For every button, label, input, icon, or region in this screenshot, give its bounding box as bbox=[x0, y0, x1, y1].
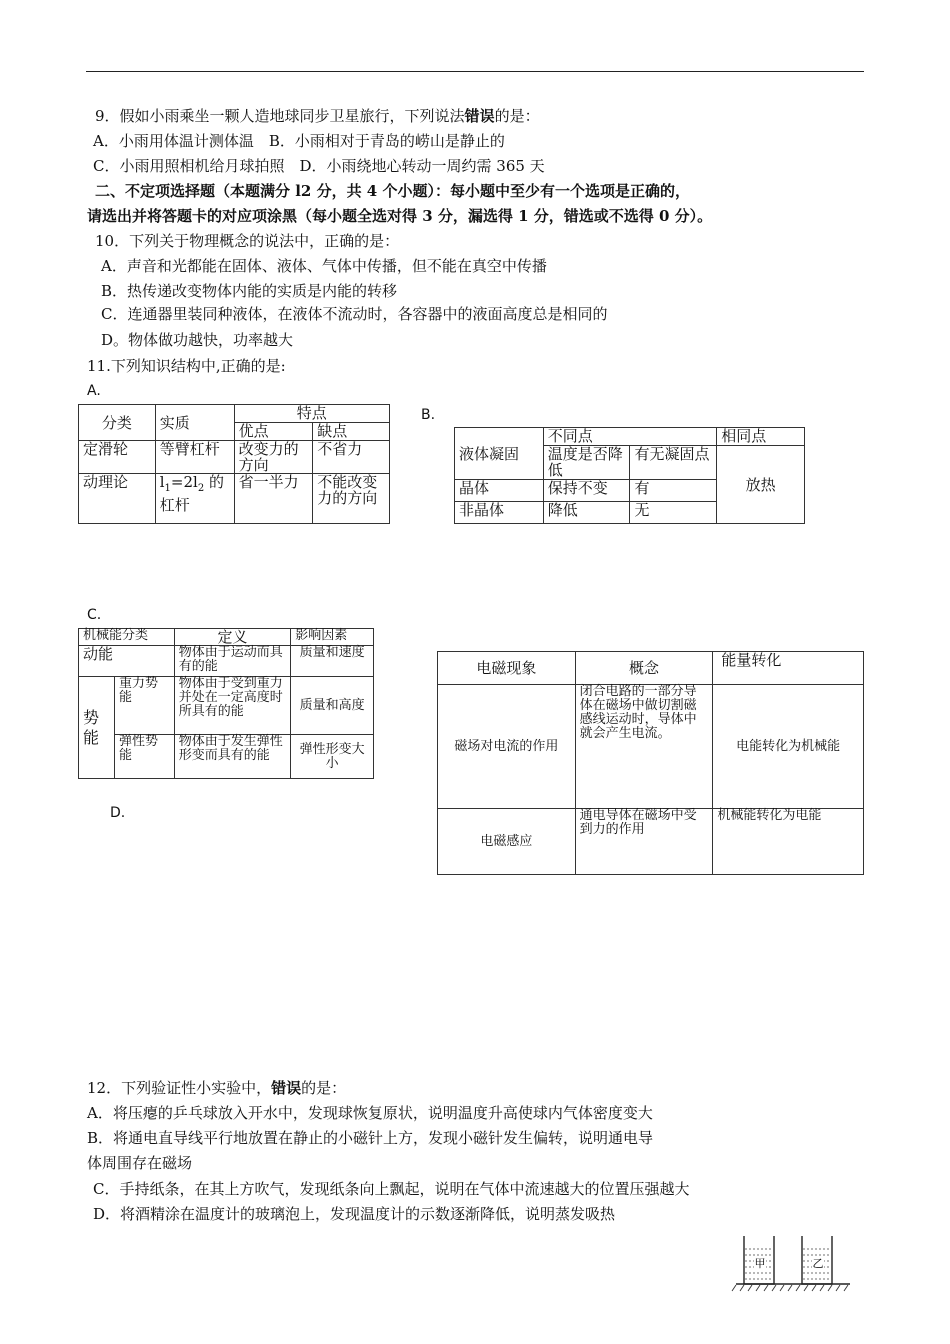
table-b-h-diff: 不同点 bbox=[543, 428, 717, 446]
table-b-h-temp: 温度是否降低 bbox=[543, 446, 630, 480]
table-b-r1-name: 晶体 bbox=[455, 480, 544, 502]
section2-line1: 二、不定项选择题（本题满分 l2 分，共 4 个小题）：每小题中至少有一个选项是正确的， bbox=[95, 182, 690, 200]
q12-stem-bold: 错误 bbox=[271, 1079, 302, 1097]
q11-label-c: C. bbox=[87, 607, 102, 623]
table-d-r1-energy: 电能转化为机械能 bbox=[713, 685, 864, 809]
q10-option-d: D。物体做功越快，功率越大 bbox=[101, 331, 294, 349]
q12-stem-end: 的是： bbox=[301, 1079, 347, 1097]
table-a-r2-essence: $l_1=2l_2$ 的杠杆 bbox=[155, 474, 234, 524]
q9-stem-end: 的是： bbox=[494, 107, 540, 125]
table-a-r1-name: 定滑轮 bbox=[79, 441, 156, 474]
q12-option-c: C．手持纸条，在其上方吹气，发现纸条向上飘起，说明在气体中流速越大的位置压强越大 bbox=[93, 1180, 690, 1198]
q12-option-a: A．将压瘪的乒乓球放入开水中，发现球恢复原状，说明温度升高使球内气体密度变大 bbox=[87, 1104, 653, 1122]
q11-label-b: B. bbox=[421, 407, 436, 423]
q11-stem: 11.下列知识结构中,正确的是: bbox=[87, 357, 286, 375]
table-c-potential: 势能 bbox=[79, 677, 115, 779]
table-a-r2-con: 不能改变力的方向 bbox=[313, 474, 390, 524]
table-a-h-essence: 实质 bbox=[155, 405, 234, 441]
table-c-elastic: 弹性势能 bbox=[114, 735, 174, 779]
q10-option-a: A．声音和光都能在固体、液体、气体中传播，但不能在真空中传播 bbox=[101, 257, 547, 275]
table-b-h-point: 有无凝固点 bbox=[630, 446, 717, 480]
table-c-elastic-def: 物体由于发生弹性形变而具有的能 bbox=[174, 735, 291, 779]
table-c-grav-def: 物体由于受到重力并处在一定高度时所具有的能 bbox=[174, 677, 291, 735]
table-a-h-con: 缺点 bbox=[313, 423, 390, 441]
q12-stem-text: 12．下列验证性小实验中， bbox=[87, 1079, 272, 1097]
q12-stem bbox=[87, 1078, 346, 1098]
table-d-h-phen: 电磁现象 bbox=[438, 652, 576, 685]
table-c-grav: 重力势能 bbox=[114, 677, 174, 735]
table-d-r2-phen: 电磁感应 bbox=[438, 809, 576, 875]
table-a bbox=[78, 404, 390, 524]
table-a-h-pro: 优点 bbox=[234, 423, 313, 441]
table-c-h-class: 机械能分类 bbox=[79, 629, 175, 646]
q11-label-d: D. bbox=[110, 805, 126, 821]
q12-option-b1: B．将通电直导线平行地放置在静止的小磁针上方，发现小磁针发生偏转，说明通电导 bbox=[87, 1129, 654, 1147]
q10-option-b: B．热传递改变物体内能的实质是内能的转移 bbox=[101, 282, 398, 300]
beaker-right-label: 乙 bbox=[812, 1257, 824, 1270]
table-c-elastic-factor: 弹性形变大小 bbox=[291, 735, 374, 779]
table-a-r2-name: 动理论 bbox=[79, 474, 156, 524]
table-c-h-def: 定义 bbox=[174, 629, 291, 646]
q9-stem-text: 9．假如小雨乘坐一颗人造地球同步卫星旅行，下列说法 bbox=[95, 107, 465, 125]
header-rule bbox=[86, 71, 864, 72]
table-b-r2-point: 无 bbox=[630, 502, 717, 524]
q9-line1: A．小雨用体温计测体温 B．小雨相对于青岛的崂山是静止的 bbox=[93, 132, 505, 150]
table-b-h-liquid: 液体凝固 bbox=[455, 428, 544, 480]
beaker-left-label: 甲 bbox=[754, 1257, 766, 1270]
table-d-h-energy: 能量转化 bbox=[713, 652, 864, 685]
table-d-r1-concept: 闭合电路的一部分导体在磁场中做切割磁感线运动时，导体中就会产生电流。 bbox=[575, 685, 713, 809]
table-c bbox=[78, 628, 374, 779]
q12-option-d: D．将酒精涂在温度计的玻璃泡上，发现温度计的示数逐渐降低，说明蒸发吸热 bbox=[93, 1205, 616, 1223]
table-b-same-value: 放热 bbox=[717, 446, 805, 524]
table-b-r1-point: 有 bbox=[630, 480, 717, 502]
table-a-r1-con: 不省力 bbox=[313, 441, 390, 474]
q12-option-b2: 体周围存在磁场 bbox=[87, 1154, 193, 1172]
section2-line2: 请选出并将答题卡的对应项涂黑（每小题全选对得 3 分，漏选得 1 分，错选或不选得 0 分）。 bbox=[87, 207, 713, 225]
table-a-h-class: 分类 bbox=[79, 405, 156, 441]
table-d bbox=[437, 651, 864, 875]
q9-stem bbox=[95, 106, 540, 126]
table-b-r1-temp: 保持不变 bbox=[543, 480, 630, 502]
table-a-h-features: 特点 bbox=[234, 405, 389, 423]
q9-line2: C．小雨用照相机给月球拍照 D．小雨绕地心转动一周约需 365 天 bbox=[93, 157, 545, 175]
q10-option-c: C．连通器里装同种液体，在液体不流动时，各容器中的液面高度总是相同的 bbox=[101, 305, 608, 323]
table-a-r2-pro: 省一半力 bbox=[234, 474, 313, 524]
beakers-figure bbox=[730, 1232, 854, 1294]
table-d-r2-concept: 通电导体在磁场中受到力的作用 bbox=[575, 809, 713, 875]
table-a-r1-pro: 改变力的方向 bbox=[234, 441, 313, 474]
table-b-h-same: 相同点 bbox=[717, 428, 805, 446]
table-d-r2-energy: 机械能转化为电能 bbox=[713, 809, 864, 875]
table-b-r2-name: 非晶体 bbox=[455, 502, 544, 524]
table-c-grav-factor: 质量和高度 bbox=[291, 677, 374, 735]
table-c-kinetic-factor: 质量和速度 bbox=[291, 646, 374, 677]
table-a-r1-essence: 等臂杠杆 bbox=[155, 441, 234, 474]
table-c-h-factor: 影响因素 bbox=[291, 629, 374, 646]
table-c-kinetic: 动能 bbox=[79, 646, 175, 677]
q11-label-a: A. bbox=[87, 383, 101, 399]
table-c-kinetic-def: 物体由于运动而具有的能 bbox=[174, 646, 291, 677]
table-d-h-concept: 概念 bbox=[575, 652, 713, 685]
table-d-r1-phen: 磁场对电流的作用 bbox=[438, 685, 576, 809]
table-b bbox=[454, 427, 805, 524]
q9-stem-bold: 错误 bbox=[464, 107, 495, 125]
table-b-r2-temp: 降低 bbox=[543, 502, 630, 524]
q10-stem: 10．下列关于物理概念的说法中，正确的是： bbox=[95, 232, 400, 250]
